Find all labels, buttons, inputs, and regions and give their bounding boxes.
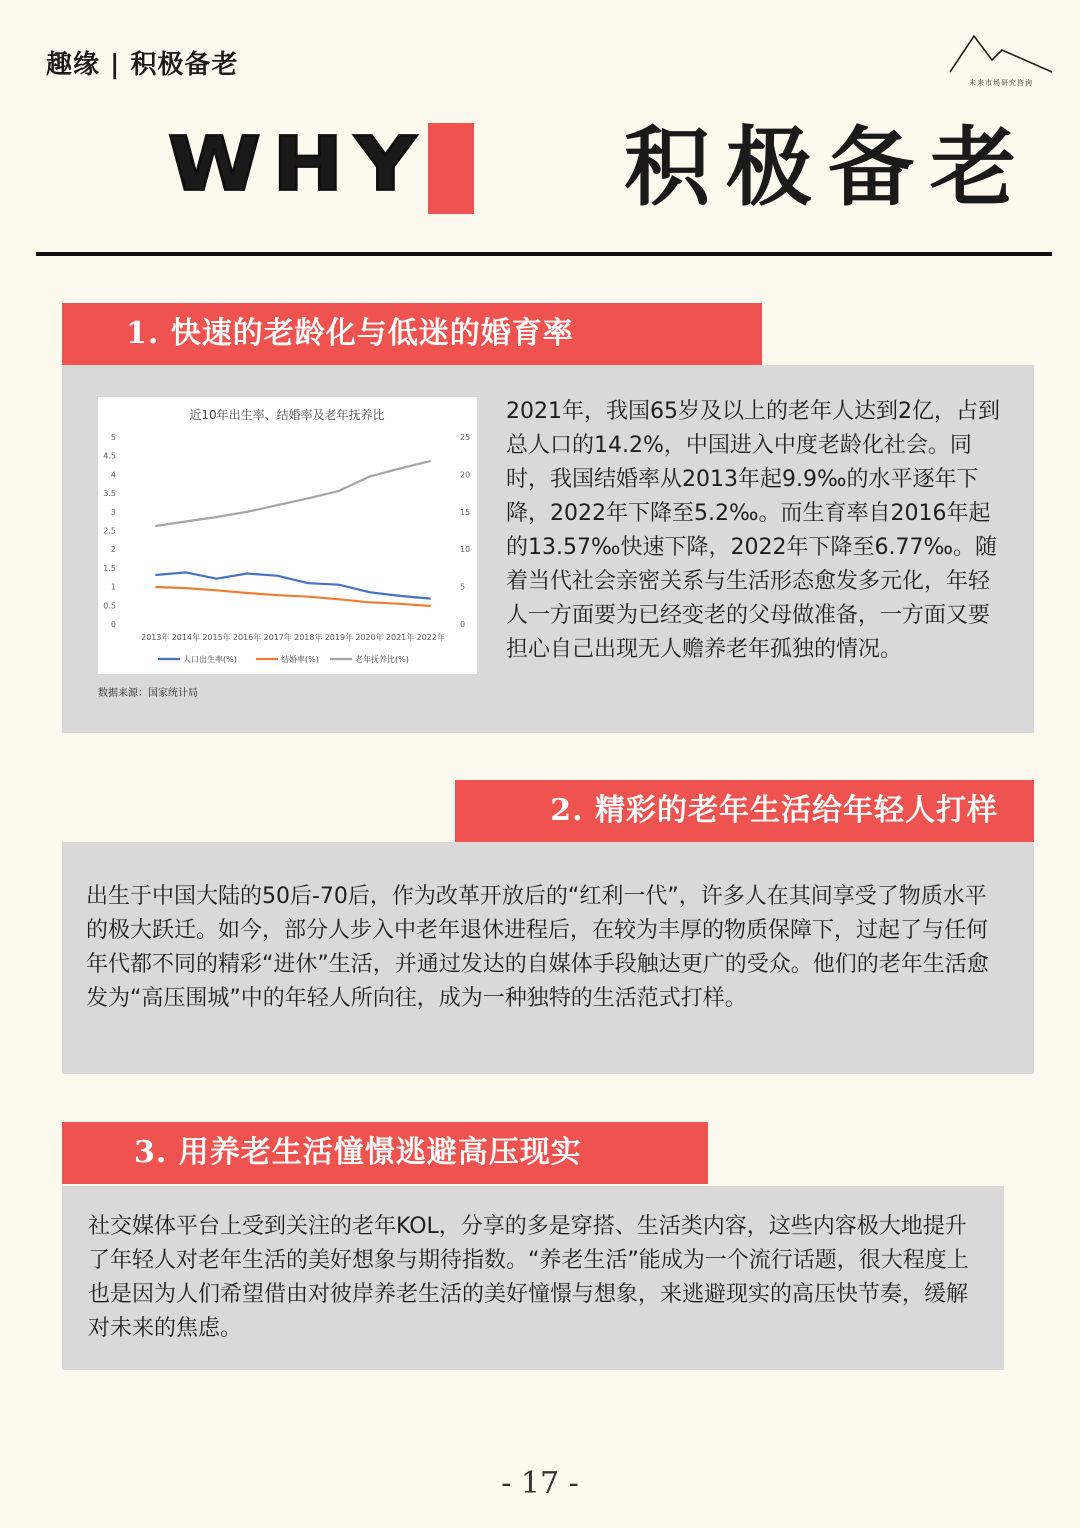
breadcrumb: 趣缘 | 积极备老 — [46, 50, 239, 80]
page-number: - 17 - — [501, 1466, 579, 1501]
data-source: 数据来源：国家统计局 — [98, 688, 198, 699]
y-left-tick-label: 3.5 — [103, 489, 116, 499]
x-tick-label: 2013年 — [141, 633, 170, 642]
section2-body: 出生于中国大陆的50后-70后，作为改革开放后的“红利一代”，许多人在其间享受了物质水平的极大跃迁。如今，部分人步入中老年退休进程后，在较为丰厚的物质保障下，过起了与任何年代都不同的精彩“进休”生活，并通过发达的自媒体手段触达更广的受众。他们的老年生活愈发为“高压围城”中的年轻人所向往，成为一种独特的生活范式打样。 — [86, 884, 989, 1011]
legend-label: 结婚率(%) — [281, 655, 319, 664]
y-left-tick-label: 2 — [110, 545, 116, 555]
y-left-tick-label: 1 — [110, 582, 116, 592]
x-tick-label: 2020年 — [355, 633, 384, 642]
y-left-tick-label: 5 — [110, 433, 116, 442]
page-title: 积极备老 — [624, 117, 1032, 218]
brand-logo — [946, 30, 1056, 92]
y-right-tick-label: 25 — [460, 433, 471, 442]
red-accent-block — [428, 123, 474, 214]
divider-rule — [36, 252, 1052, 256]
chart-svg — [98, 397, 477, 674]
y-left-tick-label: 4.5 — [103, 451, 116, 461]
x-tick-label: 2022年 — [416, 633, 445, 642]
y-left-tick-label: 1.5 — [103, 563, 116, 573]
x-tick-label: 2018年 — [294, 633, 323, 642]
x-tick-label: 2014年 — [171, 633, 201, 642]
series-line — [155, 461, 430, 526]
y-right-tick-label: 10 — [460, 545, 471, 555]
logo-text: 未来市场研究咨询 — [969, 79, 1033, 87]
section1-title: 1. 快速的老龄化与低迷的婚育率 — [62, 303, 762, 365]
y-left-tick-label: 3 — [110, 507, 116, 517]
x-tick-label: 2019年 — [324, 633, 354, 642]
series-line — [155, 572, 430, 598]
x-tick-label: 2016年 — [232, 633, 262, 642]
section1-body: 2021年，我国65岁及以上的老年人达到2亿，占到总人口的14.2%，中国进入中度老龄化社会。同时，我国结婚率从2013年起9.9‰的水平逐年下降，2022年下降至5.2‰。而生育率自2016年起的13.57‰快速下降，2022年下降至6.77‰。随着当代社会亲密关系与生活形态愈发多元化，年轻人一方面要为已经变老的父母做准备，一方面又要担心自己出现无人赡养老年孤独的情况。 — [506, 399, 1000, 662]
y-left-tick-label: 4 — [110, 470, 116, 480]
section3-body: 社交媒体平台上受到关注的老年KOL，分享的多是穿搭、生活类内容，这些内容极大地提升了年轻人对老年生活的美好想象与期待指数。“养老生活”能成为一个流行话题，很大程度上也是因为人们希望借由对彼岸养老生活的美好憧憬与想象，来逃避现实的高压快节奏，缓解对未来的焦虑。 — [88, 1214, 969, 1341]
y-left-tick-label: 2.5 — [103, 526, 116, 536]
x-tick-label: 2015年 — [202, 633, 231, 642]
series-line — [155, 587, 430, 606]
why-heading: WHY — [168, 120, 428, 208]
y-right-tick-label: 5 — [460, 582, 466, 592]
y-left-tick-label: 0 — [110, 620, 116, 629]
x-tick-label: 2017年 — [263, 633, 292, 642]
legend-label: 人口出生率(%) — [183, 655, 237, 664]
legend-label: 老年抚养比(%) — [355, 655, 409, 664]
mountain-icon — [946, 30, 1056, 80]
y-right-tick-label: 0 — [460, 620, 466, 629]
y-right-tick-label: 20 — [460, 470, 471, 480]
y-right-tick-label: 15 — [460, 507, 471, 517]
chart-title: 近10年出生率、结婚率及老年抚养比 — [189, 408, 385, 422]
chart — [98, 397, 477, 674]
y-left-tick-label: 0.5 — [103, 601, 116, 611]
section3-title: 3. 用养老生活憧憬逃避高压现实 — [62, 1122, 708, 1184]
section2-title: 2. 精彩的老年生活给年轻人打样 — [455, 780, 1034, 842]
x-tick-label: 2021年 — [385, 633, 415, 642]
